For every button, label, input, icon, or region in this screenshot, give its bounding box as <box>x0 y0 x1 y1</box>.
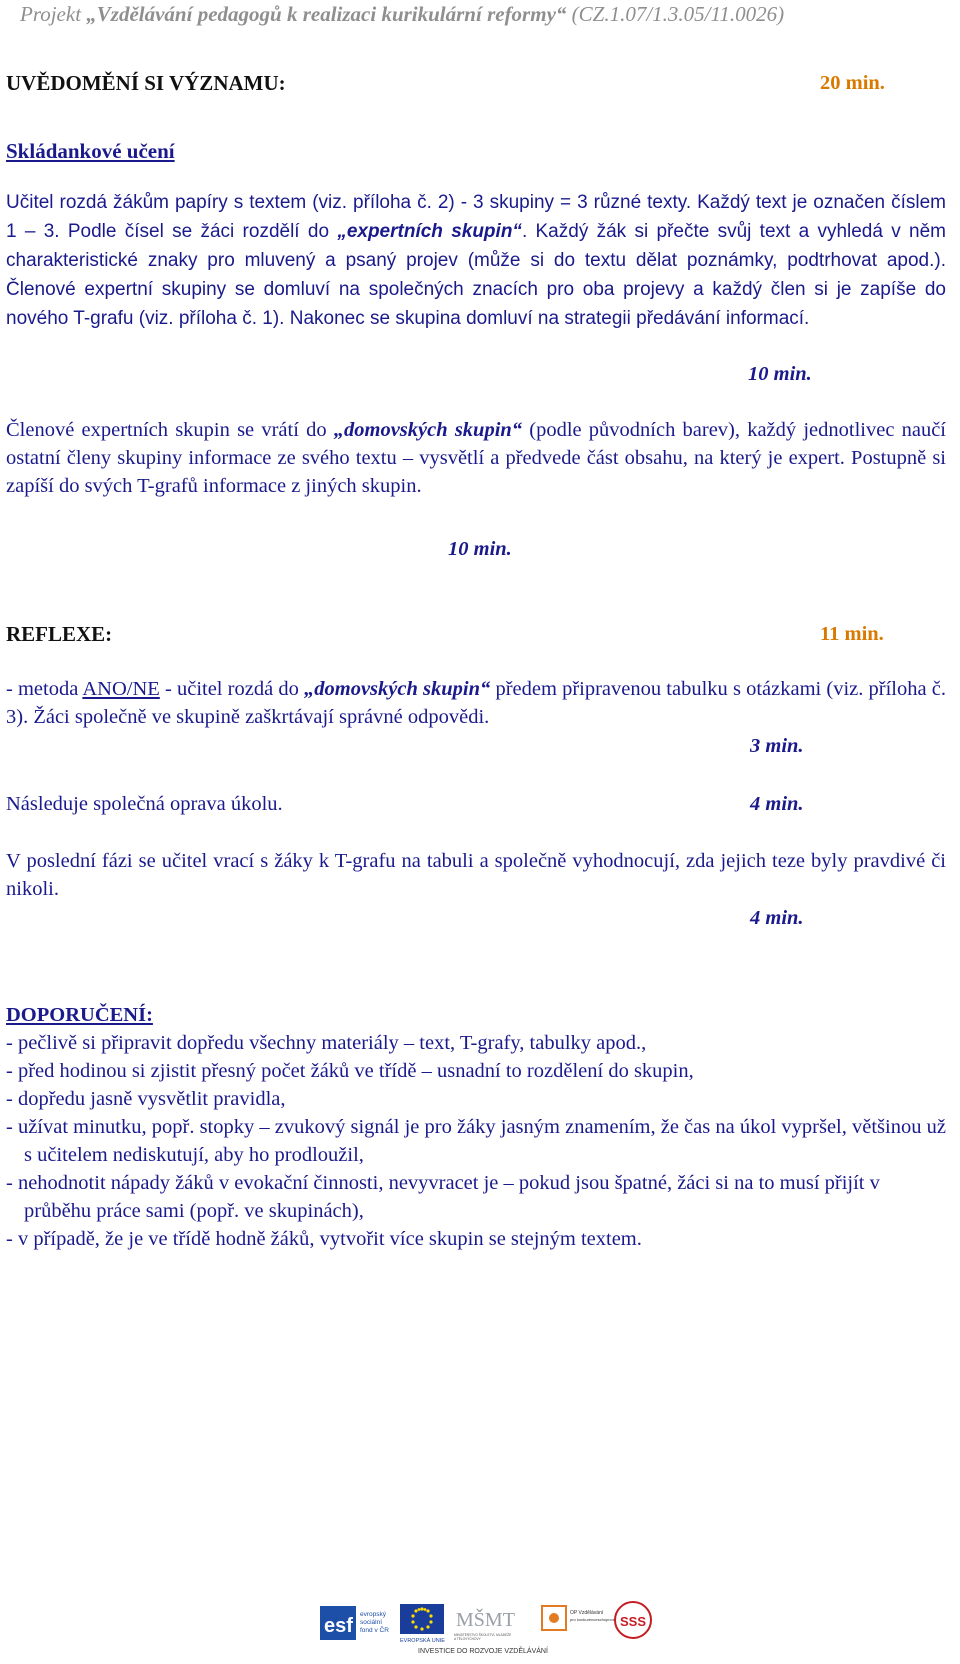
page-header <box>20 0 784 28</box>
paragraph-correction: Následuje společná oprava úkolu. <box>6 793 283 815</box>
p1-emphasis: „expertních skupin“ <box>337 221 522 242</box>
paragraph-evaluation: V poslední fázi se učitel vrací s žáky k T-grafu na tabuli a společně vyhodnocují, zda jejich teze byly pravdivé či nikoli. <box>6 850 946 900</box>
paragraph-ano-ne <box>6 675 946 731</box>
svg-text:pro konkurenceschopnost: pro konkurenceschopnost <box>570 1617 616 1622</box>
time-expert: 10 min. <box>748 363 812 385</box>
recommendations <box>6 1001 946 1253</box>
svg-text:sociální: sociální <box>360 1619 383 1626</box>
list-item: - užívat minutku, popř. stopky – zvukový signál je pro žáky jasným znamením, že čas na úkol vypršel, většinou už s učitelem nediskutují, aby ho prodloužil, <box>6 1116 946 1166</box>
list-item: - dopředu jasně vysvětlit pravidla, <box>6 1088 286 1110</box>
investice-caption: INVESTICE DO ROZVOJE VZDĚLÁVÁNÍ <box>418 1648 548 1655</box>
p2-text-a: Členové expertních skupin se vrátí do <box>6 419 334 441</box>
time-uvedomeni: 20 min. <box>820 72 885 94</box>
esf-logo <box>320 1606 389 1640</box>
eu-text: EVROPSKÁ UNIE <box>400 1638 445 1644</box>
svg-text:OP Vzdělávání: OP Vzdělávání <box>570 1610 604 1616</box>
time-reflexe: 11 min. <box>820 623 884 645</box>
svg-text:MINISTERSTVO ŠKOLSTVÍ, MLÁDEŽE: MINISTERSTVO ŠKOLSTVÍ, MLÁDEŽE <box>454 1633 512 1637</box>
svg-text:evropský: evropský <box>360 1611 387 1618</box>
msmt-logo <box>454 1607 515 1641</box>
reflexe-text-b: - učitel rozdá do <box>159 678 305 700</box>
reflexe-method-ano-ne: ANO/NE <box>82 678 160 700</box>
time-reflexe-2: 4 min. <box>750 793 804 815</box>
logo-strip <box>318 1598 658 1656</box>
reflexe-text-a: - metoda <box>6 678 83 700</box>
eu-flag-logo <box>400 1604 445 1644</box>
header-code: (CZ.1.07/1.3.05/11.0026) <box>566 2 785 26</box>
time-reflexe-1: 3 min. <box>750 735 804 757</box>
paragraph-expert-groups <box>6 188 946 333</box>
svg-text:fond v ČR: fond v ČR <box>360 1627 389 1634</box>
paragraph-home-groups <box>6 416 946 500</box>
p2-text-b: (podle původních barev), každý jednotlivec naučí ostatní členy skupiny informace ze svého textu – vysvětlí a předvede část obsahu, na který je expert. Postupně si zapíší do svých T-grafů informace z jiných skupin. <box>6 419 946 497</box>
p1-text-a: Učitel rozdá žákům papíry s textem (viz. příloha č. 2) - 3 skupiny = 3 různé texty. Každý text je označen číslem 1 – 3. Podle čísel se žáci rozdělí do <box>6 192 946 242</box>
sss-logo <box>615 1602 651 1638</box>
list-item: - v případě, že je ve třídě hodně žáků, vytvořit více skupin se stejným textem. <box>6 1228 642 1250</box>
time-reflexe-3: 4 min. <box>750 907 804 929</box>
section-heading-reflexe: REFLEXE: <box>6 622 113 646</box>
list-item: - před hodinou si zjistit přesný počet žáků ve třídě – usnadní to rozdělení do skupin, <box>6 1060 694 1082</box>
esf-mark: esf <box>324 1615 353 1637</box>
header-prefix: Projekt <box>20 2 87 26</box>
msmt-mark: MŠMT <box>456 1609 515 1631</box>
reflexe-text-c: předem připravenou tabulku s otázkami (viz. příloha č. 3). Žáci společně ve skupině zaškrtávají správné odpovědi. <box>6 678 946 728</box>
footer-logos <box>318 1598 658 1656</box>
section-heading-doporuceni: DOPORUČENÍ: <box>6 1004 153 1026</box>
sss-mark: SSS <box>620 1614 647 1629</box>
time-home: 10 min. <box>448 538 512 560</box>
section-heading-uvedomeni: UVĚDOMĚNÍ SI VÝZNAMU: <box>6 71 286 95</box>
svg-text:A TĚLOVÝCHOVY: A TĚLOVÝCHOVY <box>454 1637 481 1641</box>
header-title: „Vzdělávání pedagogů k realizaci kurikulární reformy“ <box>86 2 567 26</box>
list-item: - nehodnotit nápady žáků v evokační činnosti, nevyvracet je – pokud jsou špatné, žáci si na to musí přijít v průběhu práce sami (popř. ve skupinách), <box>6 1172 880 1222</box>
method-link[interactable]: Skládankové učení <box>6 139 175 163</box>
reflexe-emphasis: „domovských skupin“ <box>304 678 491 700</box>
p1-text-b: . Každý žák si přečte svůj text a vyhledá v něm charakteristické znaky pro mluvený a psaný projev (může si do textu dělat poznámky, podtrhovat apod.). Členové expertní skupiny se domluví na společných znacích pro oba projevy a každý člen si je zapíše do nového T-grafu (viz. příloha č. 1). Nakonec se skupina domluví na strategii předávání informací. <box>6 221 946 329</box>
p2-emphasis: „domovských skupin“ <box>333 419 523 441</box>
list-item: - pečlivě si připravit dopředu všechny materiály – text, T-grafy, tabulky apod., <box>6 1032 647 1054</box>
op-logo <box>542 1606 617 1630</box>
